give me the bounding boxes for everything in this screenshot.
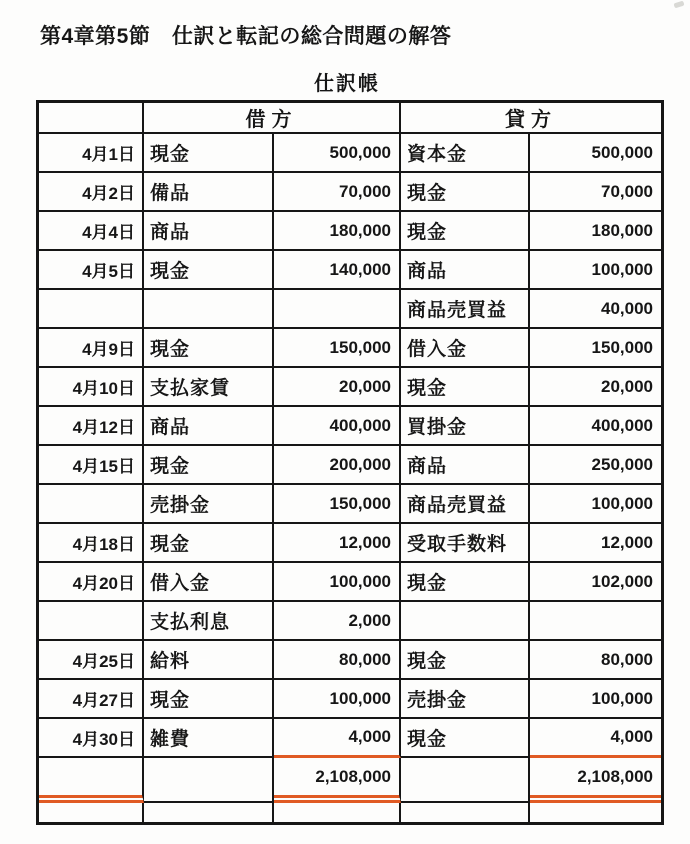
debit-account bbox=[144, 290, 274, 329]
header-credit: 貸方 bbox=[401, 103, 661, 134]
empty-cell bbox=[401, 803, 530, 822]
header-debit: 借方 bbox=[144, 103, 401, 134]
empty-cell bbox=[274, 803, 401, 822]
debit-amount: 150,000 bbox=[274, 485, 401, 524]
credit-amount: 80,000 bbox=[530, 641, 661, 680]
journal-entry-row bbox=[39, 563, 661, 602]
credit-account: 現金 bbox=[401, 368, 530, 407]
credit-account: 商品 bbox=[401, 446, 530, 485]
credit-amount: 500,000 bbox=[530, 134, 661, 173]
debit-amount: 4,000 bbox=[274, 719, 401, 758]
entry-date: 4月1日 bbox=[39, 134, 144, 173]
entry-date: 4月9日 bbox=[39, 329, 144, 368]
debit-amount: 80,000 bbox=[274, 641, 401, 680]
entry-date: 4月2日 bbox=[39, 173, 144, 212]
credit-amount: 100,000 bbox=[530, 485, 661, 524]
debit-amount: 180,000 bbox=[274, 212, 401, 251]
credit-amount: 4,000 bbox=[530, 719, 661, 758]
debit-amount: 500,000 bbox=[274, 134, 401, 173]
total-date-cell bbox=[39, 758, 144, 803]
debit-amount: 200,000 bbox=[274, 446, 401, 485]
scan-artifact bbox=[673, 1, 684, 9]
credit-total-amount: 2,108,000 bbox=[530, 758, 661, 803]
journal-entry-row bbox=[39, 212, 661, 251]
total-credit-account-cell bbox=[401, 758, 530, 803]
entry-date: 4月10日 bbox=[39, 368, 144, 407]
credit-amount: 400,000 bbox=[530, 407, 661, 446]
journal-entry-row bbox=[39, 329, 661, 368]
credit-amount: 250,000 bbox=[530, 446, 661, 485]
credit-account: 商品売買益 bbox=[401, 290, 530, 329]
entry-date: 4月30日 bbox=[39, 719, 144, 758]
debit-amount: 12,000 bbox=[274, 524, 401, 563]
debit-amount: 100,000 bbox=[274, 563, 401, 602]
debit-total-amount: 2,108,000 bbox=[274, 758, 401, 803]
journal-entry-row bbox=[39, 173, 661, 212]
empty-cell bbox=[530, 803, 661, 822]
debit-account: 現金 bbox=[144, 134, 274, 173]
journal-entry-row bbox=[39, 134, 661, 173]
entry-date: 4月27日 bbox=[39, 680, 144, 719]
entry-date: 4月20日 bbox=[39, 563, 144, 602]
credit-amount: 150,000 bbox=[530, 329, 661, 368]
journal-table bbox=[36, 100, 664, 825]
entry-date: 4月25日 bbox=[39, 641, 144, 680]
journal-entry-row bbox=[39, 251, 661, 290]
credit-account: 現金 bbox=[401, 641, 530, 680]
total-row bbox=[39, 758, 661, 803]
journal-entry-row bbox=[39, 446, 661, 485]
credit-amount: 102,000 bbox=[530, 563, 661, 602]
journal-entry-row bbox=[39, 719, 661, 758]
credit-amount: 40,000 bbox=[530, 290, 661, 329]
debit-amount: 150,000 bbox=[274, 329, 401, 368]
journal-entry-row bbox=[39, 680, 661, 719]
debit-account: 給料 bbox=[144, 641, 274, 680]
debit-account: 支払家賃 bbox=[144, 368, 274, 407]
debit-amount bbox=[274, 290, 401, 329]
debit-account: 商品 bbox=[144, 212, 274, 251]
debit-account: 現金 bbox=[144, 680, 274, 719]
journal-entry-row bbox=[39, 602, 661, 641]
credit-account: 資本金 bbox=[401, 134, 530, 173]
debit-amount: 140,000 bbox=[274, 251, 401, 290]
page-title: 第4章第5節 仕訳と転記の総合問題の解答 bbox=[40, 25, 452, 48]
credit-account: 商品売買益 bbox=[401, 485, 530, 524]
debit-account: 雑費 bbox=[144, 719, 274, 758]
total-debit-account-cell bbox=[144, 758, 274, 803]
debit-account: 現金 bbox=[144, 251, 274, 290]
empty-cell bbox=[144, 803, 274, 822]
credit-account: 現金 bbox=[401, 563, 530, 602]
debit-account: 借入金 bbox=[144, 563, 274, 602]
debit-account: 現金 bbox=[144, 329, 274, 368]
debit-account: 備品 bbox=[144, 173, 274, 212]
credit-amount: 180,000 bbox=[530, 212, 661, 251]
entry-date: 4月18日 bbox=[39, 524, 144, 563]
debit-account: 現金 bbox=[144, 524, 274, 563]
credit-account: 商品 bbox=[401, 251, 530, 290]
credit-account: 現金 bbox=[401, 719, 530, 758]
credit-account: 借入金 bbox=[401, 329, 530, 368]
credit-account: 受取手数料 bbox=[401, 524, 530, 563]
debit-amount: 20,000 bbox=[274, 368, 401, 407]
empty-bottom-row bbox=[39, 803, 661, 822]
debit-account: 現金 bbox=[144, 446, 274, 485]
journal-entry-row bbox=[39, 407, 661, 446]
entry-date bbox=[39, 485, 144, 524]
debit-amount: 100,000 bbox=[274, 680, 401, 719]
credit-amount: 70,000 bbox=[530, 173, 661, 212]
credit-amount: 20,000 bbox=[530, 368, 661, 407]
debit-amount: 400,000 bbox=[274, 407, 401, 446]
credit-amount: 100,000 bbox=[530, 251, 661, 290]
header-date-cell bbox=[39, 103, 144, 134]
debit-amount: 70,000 bbox=[274, 173, 401, 212]
credit-amount: 12,000 bbox=[530, 524, 661, 563]
journal-table-title: 仕訳帳 bbox=[314, 73, 380, 95]
credit-account bbox=[401, 602, 530, 641]
debit-amount: 2,000 bbox=[274, 602, 401, 641]
entry-date: 4月12日 bbox=[39, 407, 144, 446]
entry-date bbox=[39, 602, 144, 641]
journal-entry-row bbox=[39, 368, 661, 407]
journal-entry-row bbox=[39, 524, 661, 563]
journal-entry-row bbox=[39, 485, 661, 524]
debit-account: 売掛金 bbox=[144, 485, 274, 524]
journal-entry-row bbox=[39, 641, 661, 680]
debit-account: 支払利息 bbox=[144, 602, 274, 641]
entry-date bbox=[39, 290, 144, 329]
empty-cell bbox=[39, 803, 144, 822]
credit-account: 買掛金 bbox=[401, 407, 530, 446]
debit-account: 商品 bbox=[144, 407, 274, 446]
header-row bbox=[39, 103, 661, 134]
credit-amount bbox=[530, 602, 661, 641]
entry-date: 4月4日 bbox=[39, 212, 144, 251]
credit-amount: 100,000 bbox=[530, 680, 661, 719]
journal-entry-row bbox=[39, 290, 661, 329]
credit-account: 売掛金 bbox=[401, 680, 530, 719]
entry-date: 4月5日 bbox=[39, 251, 144, 290]
credit-account: 現金 bbox=[401, 173, 530, 212]
entry-date: 4月15日 bbox=[39, 446, 144, 485]
credit-account: 現金 bbox=[401, 212, 530, 251]
